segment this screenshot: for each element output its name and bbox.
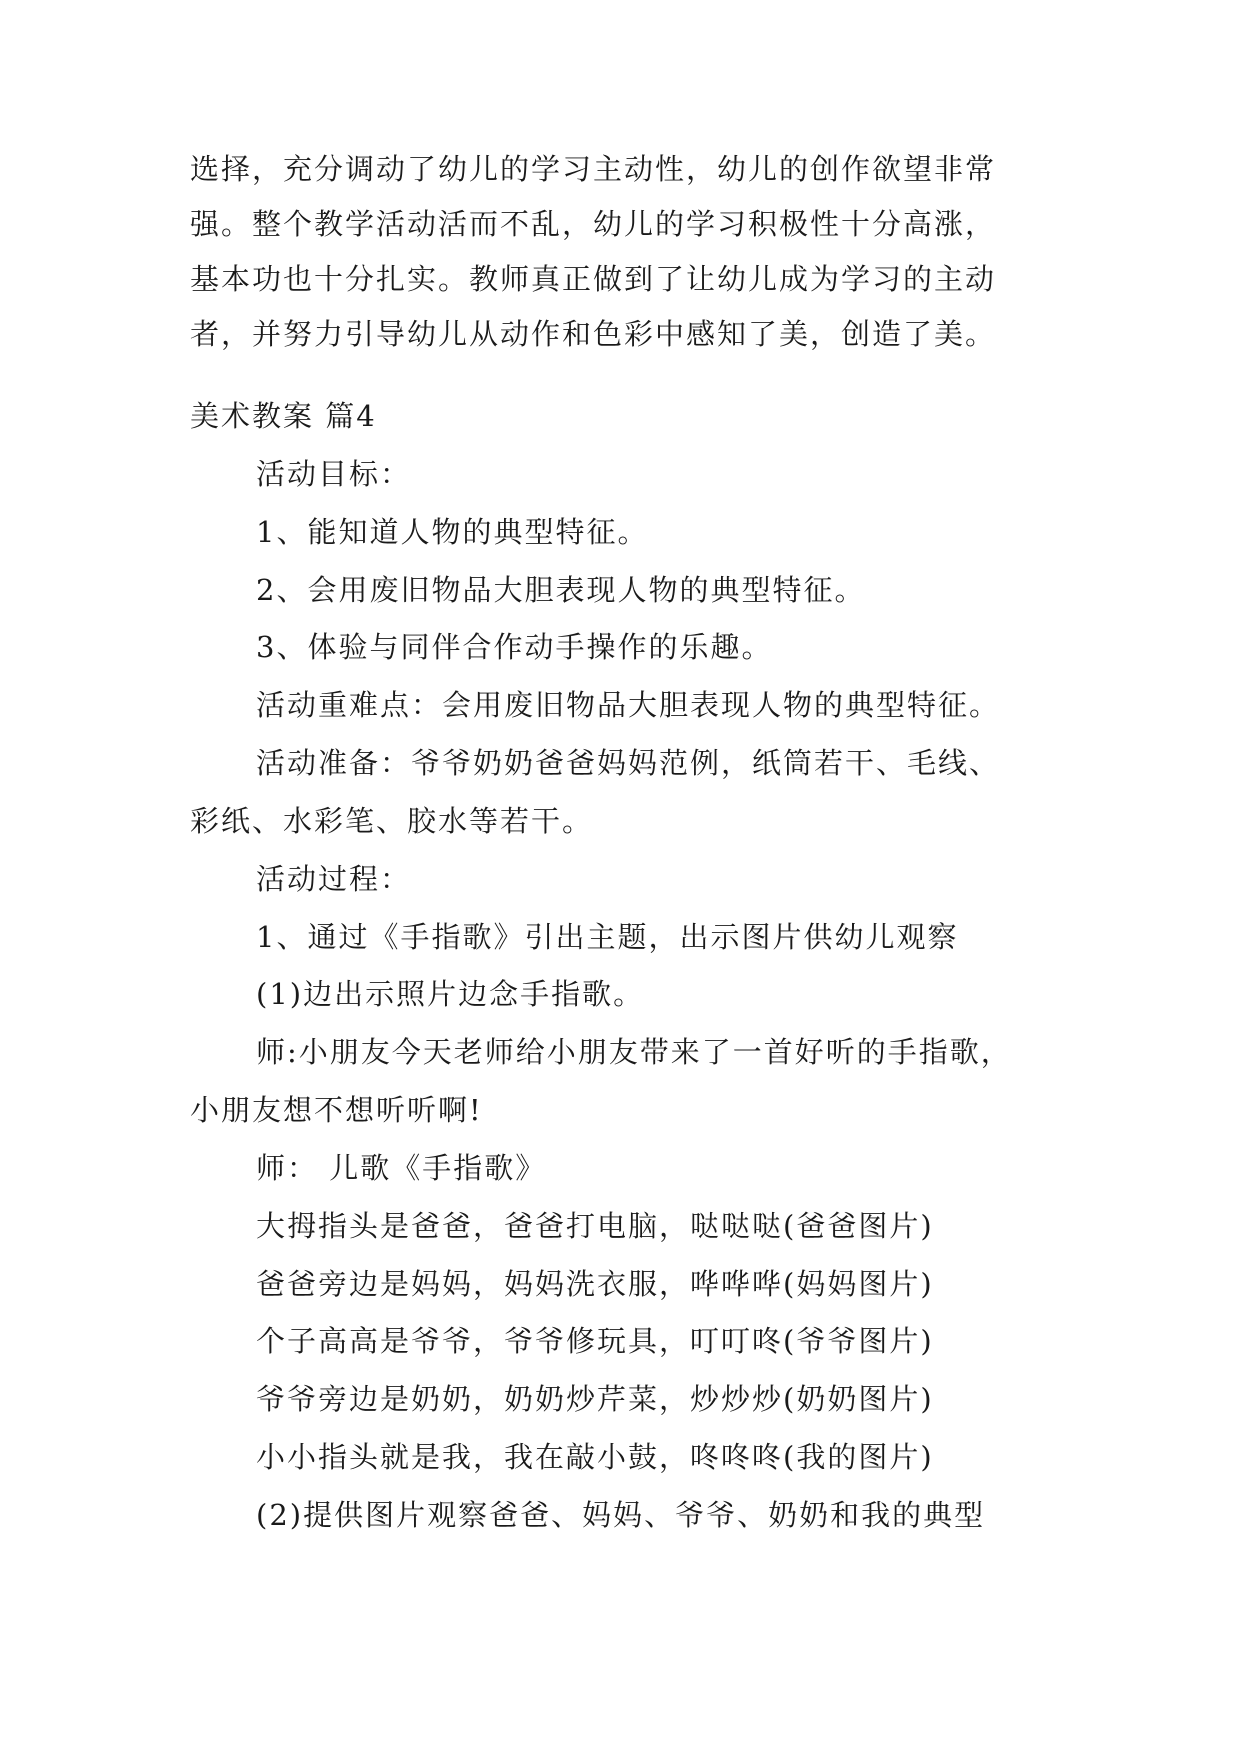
paragraph-line: 基本功也十分扎实。教师真正做到了让幼儿成为学习的主动	[190, 262, 997, 296]
song-verse: 个子高高是爷爷，爷爷修玩具，叮叮咚(爷爷图片)	[256, 1324, 934, 1358]
preparation-line: 活动准备：爷爷奶奶爸爸妈妈范例，纸筒若干、毛线、	[256, 746, 1001, 780]
activity-goals-heading: 活动目标：	[256, 457, 412, 491]
section-heading: 美术教案 篇4	[190, 399, 377, 433]
process-step: 1、通过《手指歌》引出主题，出示图片供幼儿观察	[256, 920, 959, 954]
paragraph-line: 选择，充分调动了幼儿的学习主动性，幼儿的创作欲望非常	[190, 152, 997, 186]
song-verse: 爷爷旁边是奶奶，奶奶炒芹菜，炒炒炒(奶奶图片)	[256, 1382, 934, 1416]
goal-item: 2、会用废旧物品大胆表现人物的典型特征。	[256, 573, 866, 607]
song-verse: 爸爸旁边是妈妈，妈妈洗衣服，哗哗哗(妈妈图片)	[256, 1267, 934, 1301]
goal-item: 1、能知道人物的典型特征。	[256, 515, 649, 549]
song-verse: 大拇指头是爸爸，爸爸打电脑，哒哒哒(爸爸图片)	[256, 1209, 934, 1243]
song-title-line: 师： 儿歌《手指歌》	[256, 1151, 547, 1185]
process-step: (1)边出示照片边念手指歌。	[256, 977, 645, 1011]
paragraph-line: 者，并努力引导幼儿从动作和色彩中感知了美，创造了美。	[190, 317, 997, 351]
preparation-line: 彩纸、水彩笔、胶水等若干。	[190, 804, 594, 838]
goal-item: 3、体验与同伴合作动手操作的乐趣。	[256, 630, 773, 664]
key-points-line: 活动重难点：会用废旧物品大胆表现人物的典型特征。	[256, 688, 1001, 722]
paragraph-line: 强。整个教学活动活而不乱，幼儿的学习积极性十分高涨，	[190, 207, 997, 241]
teacher-line: 小朋友想不想听听啊!	[190, 1093, 483, 1127]
process-step: (2)提供图片观察爸爸、妈妈、爷爷、奶奶和我的典型	[256, 1498, 986, 1532]
song-verse: 小小指头就是我，我在敲小鼓，咚咚咚(我的图片)	[256, 1440, 934, 1474]
process-heading: 活动过程：	[256, 862, 412, 896]
teacher-line: 师:小朋友今天老师给小朋友带来了一首好听的手指歌，	[256, 1035, 1012, 1069]
